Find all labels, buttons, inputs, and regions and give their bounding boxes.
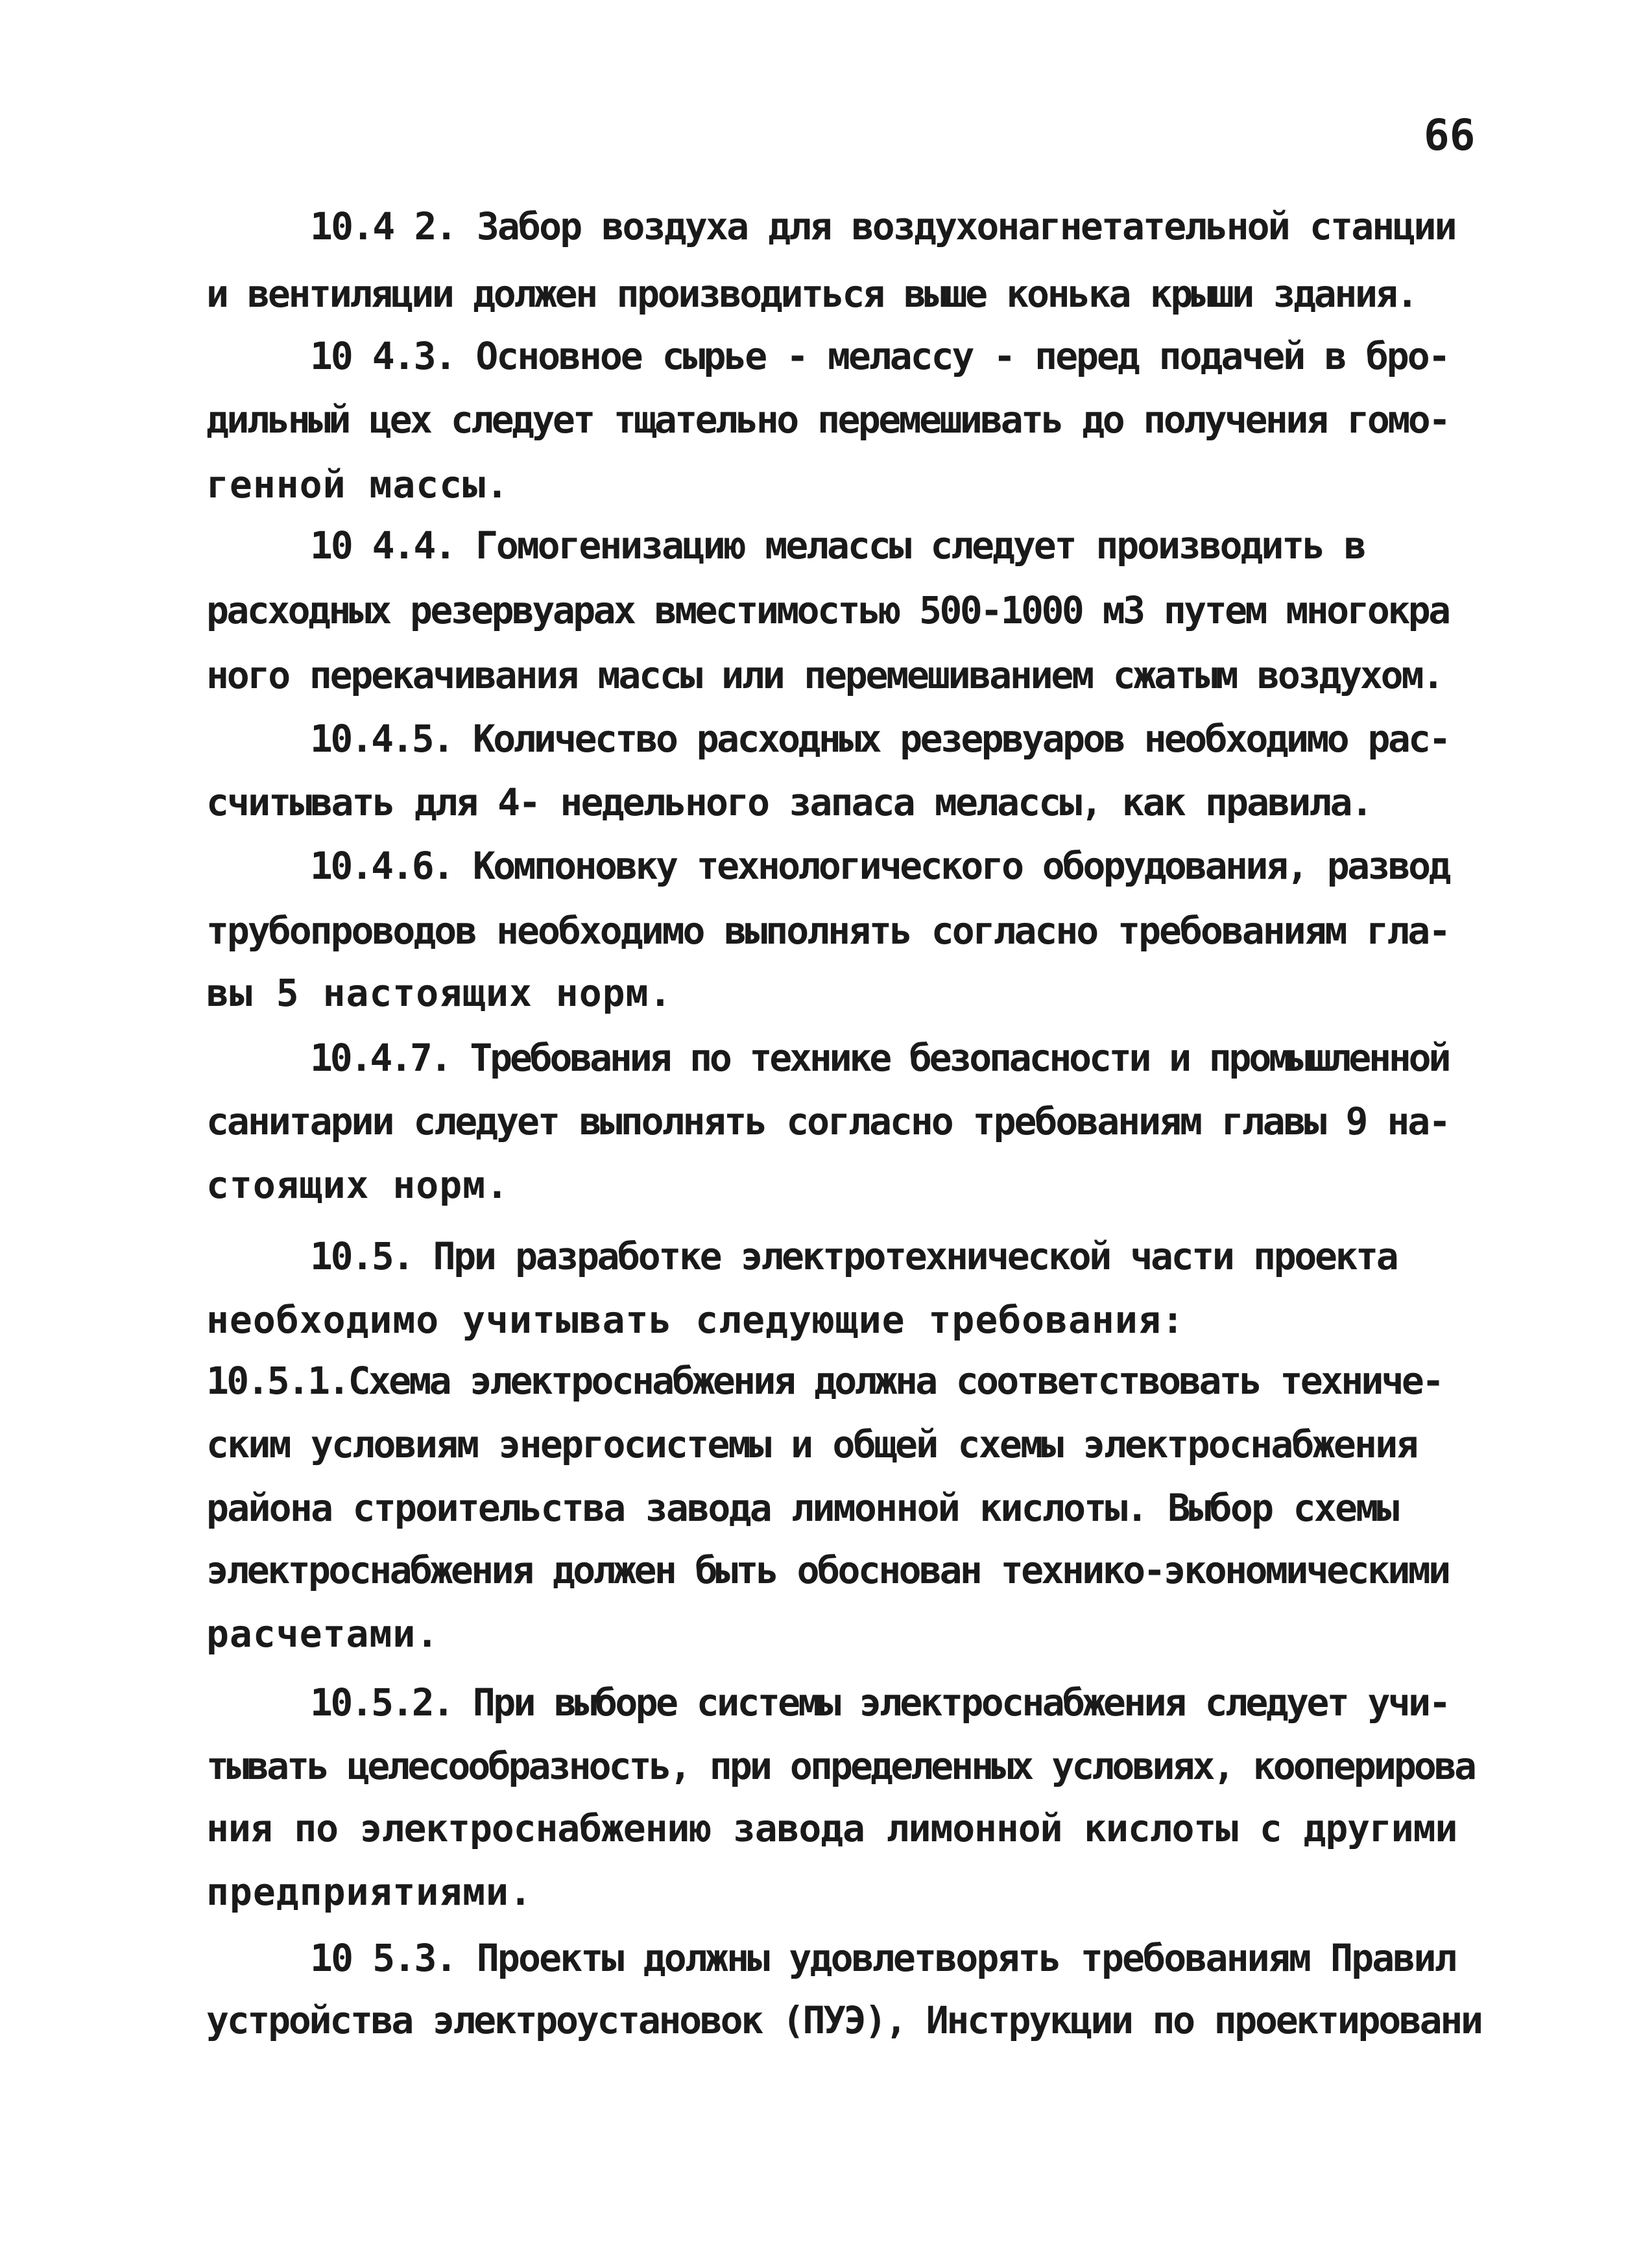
- text-line: тывать целесообразность, при определенных условиях, кооперирова: [206, 1744, 1475, 1788]
- page-number: 66: [1424, 110, 1476, 160]
- text-line: генной массы.: [206, 462, 509, 507]
- text-line: считывать для 4- недельного запаса мелассы, как правила.: [206, 780, 1372, 824]
- text-line: расчетами.: [206, 1612, 440, 1656]
- text-line: вы 5 настоящих норм.: [206, 971, 673, 1015]
- text-line: 10.5.1.Схема электроснабжения должна соответствовать техниче-: [206, 1359, 1443, 1403]
- text-line: ния по электроснабжению завода лимонной кислоты с другими: [206, 1806, 1457, 1850]
- text-line: района строительства завода лимонной кислоты. Выбор схемы: [206, 1486, 1398, 1530]
- text-line: 10.4 2. Забор воздуха для воздухонагнетательной станции: [310, 204, 1455, 248]
- text-line: 10.5. При разработке электротехнической части проекта: [310, 1234, 1397, 1278]
- text-line: и вентиляции должен производиться выше конька крыши здания.: [206, 272, 1417, 316]
- text-line: 10.4.5. Количество расходных резервуаров необходимо рас-: [310, 717, 1449, 761]
- text-line: предприятиями.: [206, 1870, 533, 1914]
- text-line: электроснабжения должен быть обоснован технико-экономическими: [206, 1548, 1449, 1592]
- text-line: ного перекачивания массы или перемешиванием сжатым воздухом.: [206, 653, 1443, 697]
- text-line: 10 4.3. Основное сырье - мелассу - перед подачей в бро-: [310, 334, 1449, 378]
- text-line: дильный цех следует тщательно перемешивать до получения гомо-: [206, 398, 1449, 442]
- text-line: санитарии следует выполнять согласно требованиям главы 9 на-: [206, 1099, 1450, 1143]
- text-line: 10.4.6. Компоновку технологического оборудования, развод: [310, 844, 1449, 888]
- text-line: ским условиям энергосистемы и общей схемы электроснабжения: [206, 1422, 1417, 1466]
- text-line: расходных резервуарах вместимостью 500-1000 м3 путем многокра: [206, 588, 1449, 632]
- text-line: стоящих норм.: [206, 1163, 509, 1207]
- text-line: 10.4.7. Требования по технике безопасности и промышленной: [310, 1036, 1449, 1080]
- text-line: устройства электроустановок (ПУЭ), Инструкции по проектировани: [206, 1998, 1481, 2042]
- text-line: 10 5.3. Проекты должны удовлетворять требованиям Правил: [310, 1936, 1455, 1980]
- text-line: трубопроводов необходимо выполнять согласно требованиям гла-: [206, 909, 1450, 953]
- text-line: 10 4.4. Гомогенизацию мелассы следует производить в: [310, 523, 1365, 567]
- text-line: 10.5.2. При выборе системы электроснабжения следует учи-: [310, 1680, 1449, 1725]
- text-line: необходимо учитывать следующие требования:: [206, 1298, 1185, 1342]
